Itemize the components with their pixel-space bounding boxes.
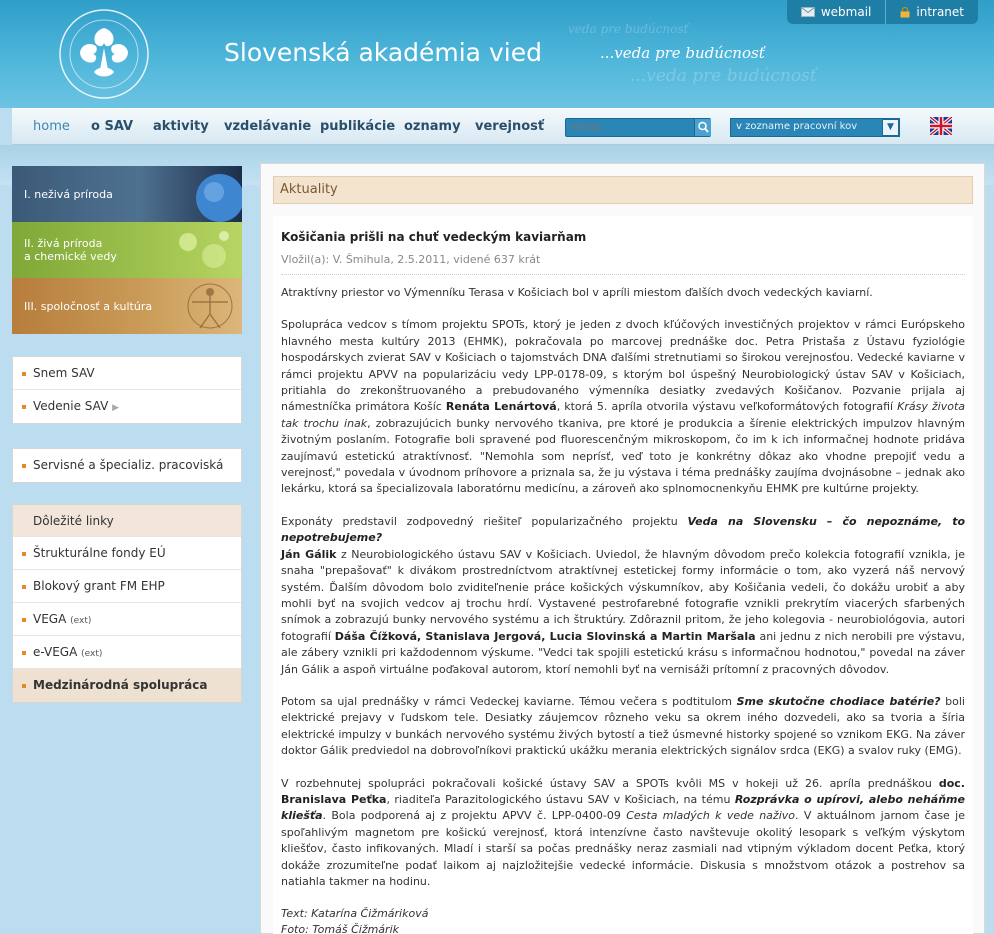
- text: . Bola podporená aj z projektu APVV č. LPP-0400-09: [322, 809, 627, 823]
- person-names: Dáša Čížková, Stanislava Jergová, Lucia Slovinská a Martin Maršala: [334, 629, 756, 643]
- sidebar-item-label: Servisné a špecializ. pracoviská: [33, 458, 224, 472]
- slogan-ghost-top: veda pre budúcnosť: [568, 22, 689, 36]
- sidebar-item-evega[interactable]: [13, 636, 241, 669]
- slogan: ...veda pre budúcnosť: [600, 44, 765, 62]
- search-icon: [695, 119, 712, 136]
- article-paragraph: [281, 317, 965, 497]
- envelope-icon: [801, 7, 815, 17]
- sidebar-box-links: [12, 504, 242, 703]
- text: ani jednu z nich nerobili pre výstavu, ale zábery vznikli pri každodennom výskume. "Vedci tak spojili estetickú krásu s informačnou hodnotou," povedal na záver Ján Gálik a aspoň virtuálne poďakoval autorom, ktorí nemohli byť na vernisáži prítomní z pracovných dôvodov.: [281, 629, 965, 676]
- chevron-down-icon[interactable]: ▼: [882, 119, 899, 136]
- text: , zobrazujúcich bunky nervového tkaniva, pre ktoré je produkcia a šírenie elektrických impulzov hlavným životným poslaním. Fotografie boli spravené pod fluorescenčným mikroskopom, čo im k ich informačnej hodnote pridáva zaujímavú estetickú atraktívnosť. "Nemohla som neprísť, veď toto je konkrétny dôkaz ako vhodne prepojiť vedu a verejnosť," povedala v úvodnom príhovore a priznala sa, že ju výstava i téma prednášky zaujíma dvojnásobne – jednak ako lekárku, ktorá sa špecializovala laboratórnu medicínu, a zároveň ako splnomocnenkyňu EHMK pre kultúrne projekty.: [281, 416, 965, 496]
- cells-icon: [166, 226, 236, 274]
- category-living-nature[interactable]: [12, 222, 242, 278]
- person-name: doc. Branislava Peťka: [281, 776, 965, 806]
- vitruvian-man-icon: [184, 280, 236, 332]
- slogan-ghost-bottom: ...veda pre budúcnosť: [630, 66, 817, 86]
- sidebar-item-medzinarodna[interactable]: [13, 669, 241, 702]
- article-paragraph: Atraktívny priestor vo Výmenníku Terasa v Košiciach bol v apríli miestom ďalších dvoch vedeckých kaviarní.: [281, 286, 873, 299]
- text: z Neurobiologického ústavu SAV v Košiciach. Uviedol, že hlavným dôvodom prečo kolekcia fotografií vznikla, je snaha "prepašovať" k divákom prostredníctvom atraktívnej estetickej formy informácie o tom, ako vyzerá náš nervový systém. Ďalším dôvodom bolo zviditeľnenie práce košických výskumníkov, aby Košičania vedeli, čo dokážu urobiť a aby mohli byť na svojich vedcov aj trochu hrdí. Vystavené pestrofarebné fotografie vznikli prekrytím viacerých sfarbených snímok a zobrazujú bunky nervového systému a ich štruktúry. Zdôraznil pritom, že jeho kolegovia - neurobiológovia, autori fotografií: [281, 547, 966, 643]
- text: Potom sa ujal prednášky v rámci Vedeckej kaviarne. Témou večera s podtitulom: [281, 694, 737, 708]
- text: Spolupráca vedcov s tímom projektu SPOTs, ktorý je jeden z dvoch kľúčových investičných projektov v rámci Európskeho hlavného mesta kultúry 2013 (EHMK), pokračovala po marcovej prednáške doc. Petra Pristaša z Ústavu fyziológie hospodárskych zvierat SAV v Košiciach o tajomstvách DNA ďalšími stretnutiami so širokou verejnosťou. Vedecké kaviarne v rámci projektu APVV na popularizáciu vedy LPP-0178-09, s ktorým bol úspešný Neurobiologický ústav SAV v Košiciach, pritiahla do zrekonštruovaného a prebudovaného výmenníka desiatky zvedavých Košičanov. Pozvanie prijala aj námestníčka primátora Košíc: [281, 318, 965, 414]
- article: [273, 216, 973, 934]
- links-heading: Dôležité linky: [13, 505, 241, 537]
- article-credits: [281, 906, 961, 934]
- nav-oznamy[interactable]: oznamy: [404, 119, 461, 134]
- main-content: [260, 163, 985, 934]
- nav-verejnost[interactable]: verejnosť: [475, 119, 545, 134]
- search-input[interactable]: [565, 118, 711, 137]
- project-title: Cesta mladých k vede naživo: [626, 809, 795, 823]
- site-title[interactable]: Slovenská akadémia vied: [224, 38, 542, 67]
- lecture-title: Rozprávka o upírovi, alebo neháňme kliešťa: [281, 792, 965, 823]
- nav-home[interactable]: home: [33, 119, 70, 134]
- nav-aktivity[interactable]: aktivity: [153, 119, 209, 134]
- external-label: (ext): [70, 616, 92, 626]
- sidebar-box-sav: [12, 356, 242, 424]
- webmail-label: webmail: [820, 5, 872, 19]
- person-name: Ján Gálik: [281, 547, 337, 561]
- category-label-line1: II. živá príroda: [24, 237, 103, 250]
- category-nonliving-nature[interactable]: [12, 166, 242, 222]
- category-label: III. spoločnosť a kultúra: [24, 299, 153, 313]
- sidebar-item-label: Snem SAV: [33, 366, 95, 380]
- sidebar-item-vedenie[interactable]: [13, 390, 241, 423]
- text: Exponáty predstavil zodpovedný riešiteľ popularizačného projektu: [281, 514, 688, 528]
- article-title: Košičania prišli na chuť vedeckým kaviarňam: [281, 230, 587, 244]
- exhibition-title: Krásy života tak trochu inak: [281, 400, 965, 430]
- nav-publikacie[interactable]: publikácie: [320, 119, 396, 134]
- category-label: [24, 237, 117, 263]
- sidebar-box-services: [12, 448, 242, 483]
- intranet-label: intranet: [916, 5, 964, 19]
- article-paragraph: [281, 694, 965, 760]
- text: V rozbehnutej spolupráci pokračovali košické ústavy SAV a SPOTs kvôli MS v hokeji už 26. apríla prednáškou: [281, 776, 939, 790]
- sav-logo[interactable]: [58, 8, 150, 100]
- sidebar-item-label: Štrukturálne fondy EÚ: [33, 546, 166, 560]
- header: [0, 0, 994, 108]
- external-label: (ext): [81, 649, 103, 659]
- article-paragraph: [281, 514, 965, 678]
- intranet-link[interactable]: [885, 0, 978, 24]
- text: boli elektrické prejavy v ľudskom tele. Desiatky záujemcov rôzneho veku sa okrem iného dozvedeli, ako sa tvoria a šíria elektrické impulzy v bunkách nervového systému živých bytostí a tiež úsmevné historky spojené so vznikom EKG. Na záver doktor Gálik predviedol na dobrovoľníkovi praktickú ukážku merania elektrických signálov srdca (EKG) a svalov ruky (EMG).: [281, 694, 965, 758]
- text: , riaditeľa Parazitologického ústavu SAV v Košiciach, na tému: [386, 792, 735, 806]
- sidebar-item-label: Blokový grant FM EHP: [33, 579, 165, 593]
- nav-o-sav[interactable]: o SAV: [91, 119, 134, 134]
- planet-icon: [188, 168, 242, 222]
- search-button[interactable]: [694, 119, 711, 136]
- top-links: [787, 0, 978, 24]
- sidebar-item-label: e-VEGA: [33, 645, 78, 659]
- sidebar-item-vega[interactable]: [13, 603, 241, 636]
- nav-vzdelavanie[interactable]: vzdelávanie: [224, 119, 312, 134]
- category-label: I. neživá príroda: [24, 187, 113, 201]
- sidebar-item-label: VEGA: [33, 612, 67, 626]
- webmail-link[interactable]: [787, 0, 886, 24]
- article-paragraph: [281, 776, 965, 891]
- lecture-subtitle: Sme skutočne chodiace batérie?: [736, 694, 941, 708]
- project-title: Veda na Slovensku – čo nepoznáme, to nepotrebujeme?: [281, 514, 966, 545]
- section-heading: Aktuality: [273, 176, 973, 204]
- credit-text: Text: Katarína Čižmáriková: [281, 907, 429, 921]
- chevron-right-icon: ▶: [112, 403, 120, 413]
- article-meta: Vložil(a): V. Šmihula, 2.5.2011, videné 637 krát: [281, 253, 965, 275]
- sidebar-item-blokovy-grant[interactable]: [13, 570, 241, 603]
- sidebar-item-label: Medzinárodná spolupráca: [33, 678, 208, 692]
- sidebar-item-strukturalne[interactable]: [13, 537, 241, 570]
- person-name: Renáta Lenártová: [445, 400, 557, 414]
- sidebar-item-snem[interactable]: [13, 357, 241, 390]
- lock-icon: [900, 7, 910, 18]
- text: , ktorá 5. apríla otvorila výstavu veľkoformátových fotografií: [556, 400, 898, 414]
- category-label-line2: a chemické vedy: [24, 250, 117, 263]
- text: . V aktuálnom jarnom čase je spoľahlivým magnetom pre košickú verejnosť, ktorá intenzívne často navštevuje okolitý lesopark s veľkým výskytom kliešťov, často infikovaných. Mladí i starší sa počas prednášky neraz zasmiali nad vtipným výkladom docent Peťka, ktorý dokáže zrozumiteľne podať laikom aj najzložitejšie vedecké informácie. Diskusia s množstvom otázok a postrehov sa natiahla takmer na hodinu.: [281, 809, 965, 888]
- sidebar-item-servisne[interactable]: [13, 449, 241, 482]
- category-society-culture[interactable]: [12, 278, 242, 334]
- english-flag-icon[interactable]: [930, 117, 952, 135]
- institute-select[interactable]: v zozname pracovní kov: [730, 118, 900, 137]
- credit-photo: Foto: Tomáš Čižmárik: [281, 923, 399, 934]
- sidebar-item-label: Vedenie SAV: [33, 399, 109, 413]
